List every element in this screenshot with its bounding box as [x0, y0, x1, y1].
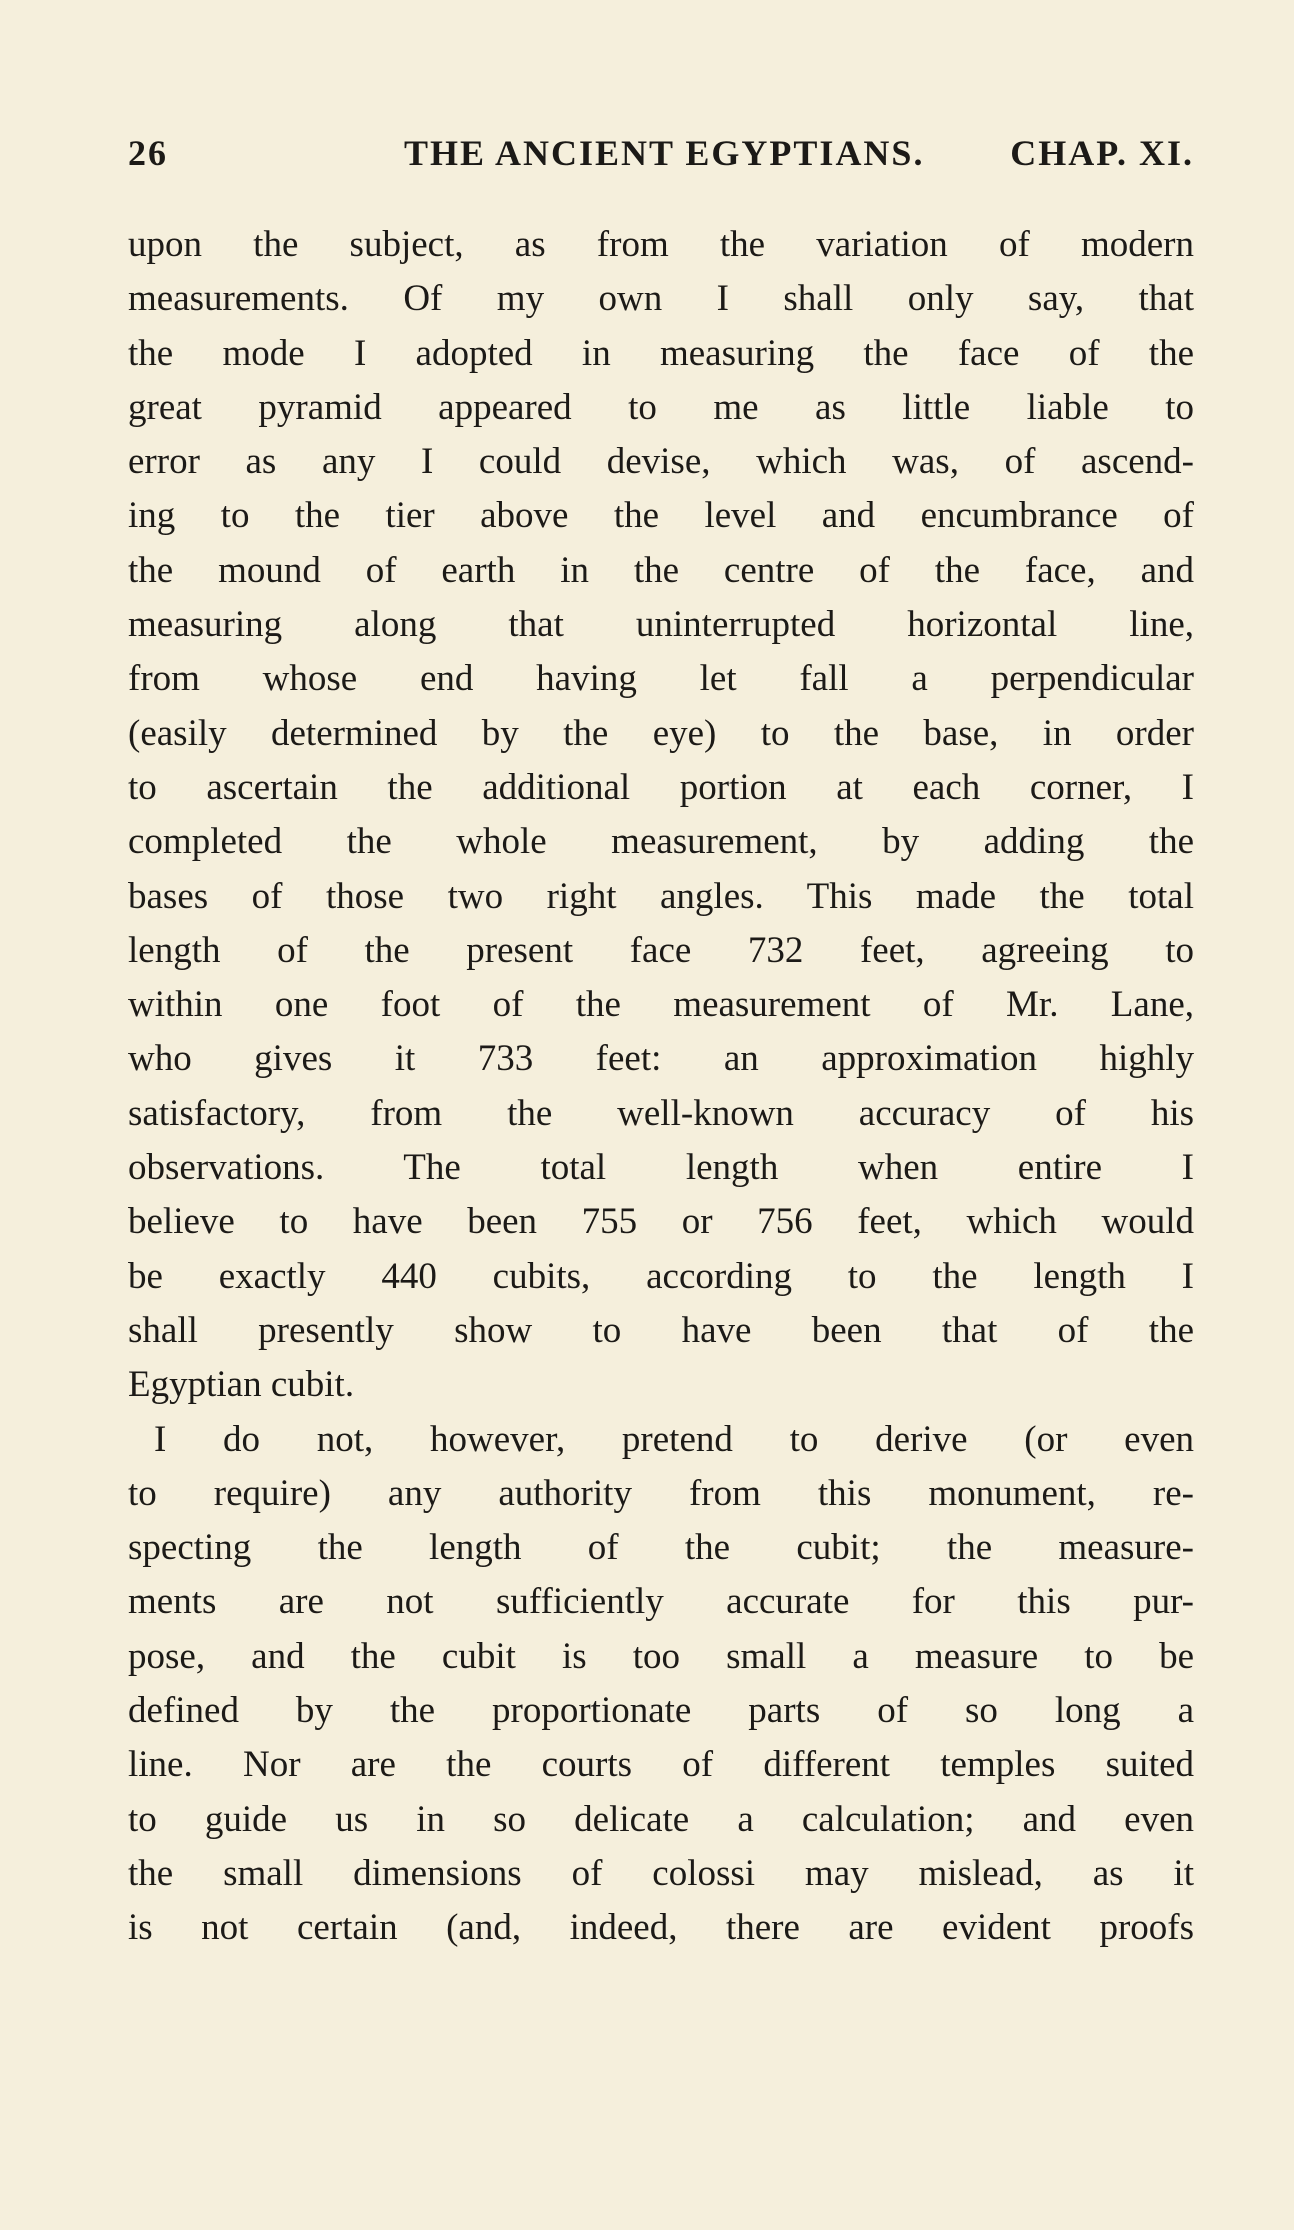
text-line: the mound of earth in the centre of the face, and	[128, 549, 1194, 591]
text-line: the small dimensions of colossi may mislead, as it	[128, 1852, 1194, 1894]
text-line: satisfactory, from the well-known accuracy of his	[128, 1092, 1194, 1134]
text-line: specting the length of the cubit; the measure-	[128, 1527, 1194, 1569]
text-line: believe to have been 755 or 756 feet, which would	[128, 1201, 1194, 1243]
text-line: Egyptian cubit.	[128, 1364, 355, 1406]
text-line: great pyramid appeared to me as little liable to	[128, 386, 1194, 428]
text-line: (easily determined by the eye) to the base, in order	[128, 712, 1194, 754]
chapter-label: CHAP. XI.	[1010, 133, 1194, 173]
text-line: measurements. Of my own I shall only say, that	[128, 278, 1194, 320]
text-line: to require) any authority from this monument, re-	[128, 1472, 1194, 1514]
text-line: who gives it 733 feet: an approximation highly	[128, 1038, 1194, 1080]
text-line: be exactly 440 cubits, according to the length I	[128, 1255, 1194, 1297]
text-line: line. Nor are the courts of different temples suited	[128, 1744, 1194, 1786]
text-line: defined by the proportionate parts of so long a	[128, 1690, 1194, 1732]
text-line: to ascertain the additional portion at each corner, I	[128, 766, 1194, 808]
text-line: pose, and the cubit is too small a measure to be	[128, 1635, 1194, 1677]
text-line: length of the present face 732 feet, agreeing to	[128, 929, 1194, 971]
text-line: is not certain (and, indeed, there are evident proofs	[128, 1907, 1194, 1949]
text-line: ing to the tier above the level and encumbrance of	[128, 495, 1194, 537]
running-title: THE ANCIENT EGYPTIANS.	[404, 133, 925, 173]
text-line: to guide us in so delicate a calculation; and even	[128, 1798, 1194, 1840]
text-line: upon the subject, as from the variation of modern	[128, 224, 1194, 265]
text-line: measuring along that uninterrupted horizontal line,	[128, 604, 1194, 646]
text-line: shall presently show to have been that of the	[128, 1309, 1194, 1351]
body-text	[128, 218, 1194, 1956]
text-line: within one foot of the measurement of Mr. Lane,	[128, 984, 1194, 1026]
text-line: ments are not sufficiently accurate for this pur-	[128, 1581, 1194, 1623]
text-line: I do not, however, pretend to derive (or even	[154, 1418, 1194, 1460]
page-number: 26	[128, 133, 168, 173]
text-line: the mode I adopted in measuring the face of the	[128, 332, 1194, 374]
text-line: bases of those two right angles. This made the total	[128, 875, 1194, 917]
text-line: completed the whole measurement, by adding the	[128, 821, 1194, 863]
text-line: from whose end having let fall a perpendicular	[128, 658, 1194, 700]
text-line: observations. The total length when entire I	[128, 1147, 1194, 1189]
running-head	[128, 128, 1194, 178]
text-line: error as any I could devise, which was, of ascend-	[128, 441, 1194, 483]
